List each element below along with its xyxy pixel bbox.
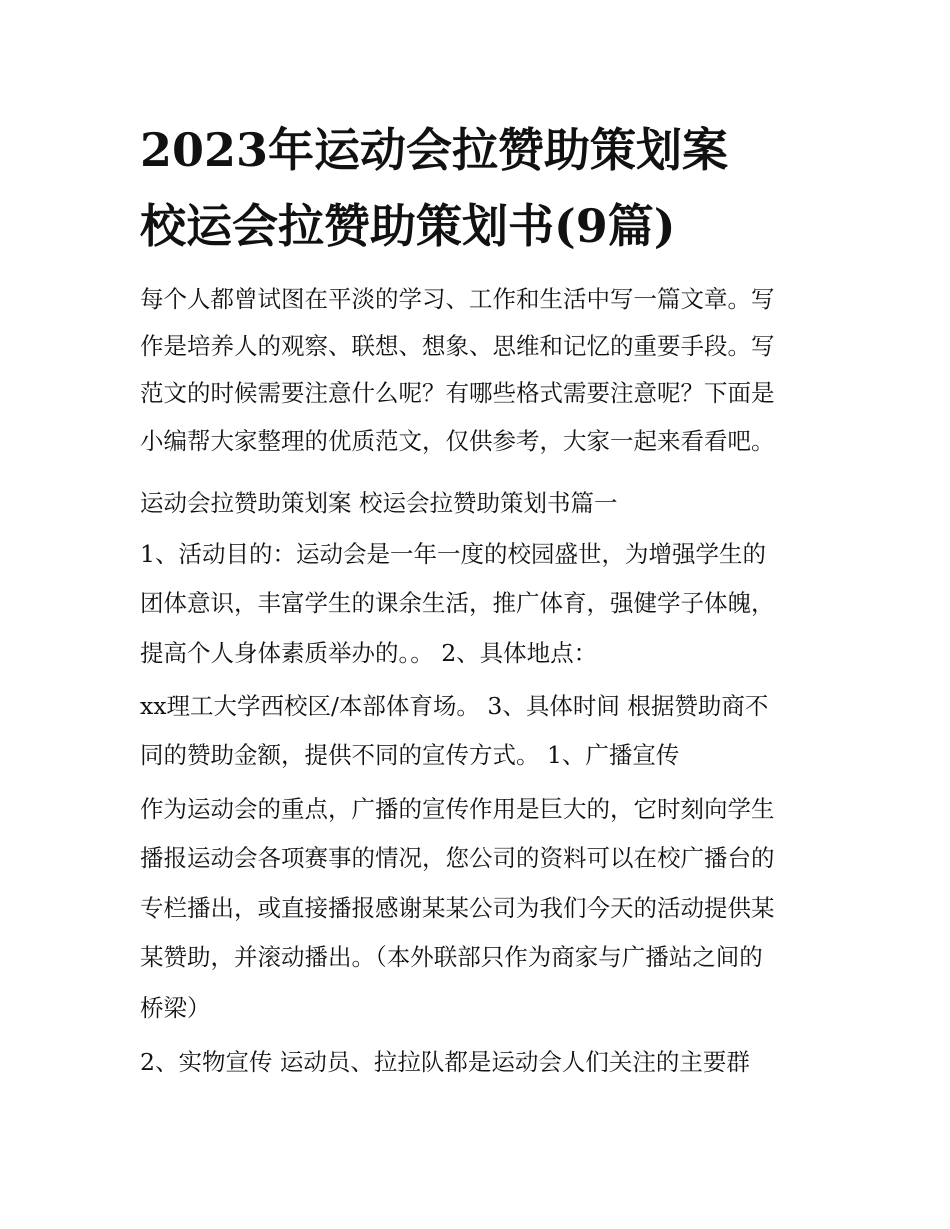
body-line: 团体意识，丰富学生的课余生活，推广体育，强健学子体魄， — [140, 589, 775, 617]
body-line: 2、实物宣传 运动员、拉拉队都是运动会人们关注的主要群 — [140, 1048, 750, 1076]
body-line: 小编帮大家整理的优质范文，仅供参考，大家一起来看看吧。 — [140, 427, 775, 455]
body-line: 某赞助，并滚动播出。（本外联部只作为商家与广播站之间的 — [140, 943, 763, 971]
section-heading: 运动会拉赞助策划案 校运会拉赞助策划书篇一 — [140, 489, 618, 517]
document-title-line-2: 校运会拉赞助策划书(9篇) — [140, 199, 676, 253]
body-line: 播报运动会各项赛事的情况，您公司的资料可以在校广播台的 — [140, 844, 775, 872]
body-line: 每个人都曾试图在平淡的学习、工作和生活中写一篇文章。写 — [140, 285, 775, 313]
document-title-line-1: 2023年运动会拉赞助策划案 — [140, 123, 729, 177]
body-line: 提高个人身体素质举办的。。 2、具体地点： — [140, 639, 598, 667]
body-line: 专栏播出，或直接播报感谢某某公司为我们今天的活动提供某 — [140, 894, 775, 922]
body-line: 范文的时候需要注意什么呢？有哪些格式需要注意呢？下面是 — [140, 379, 775, 407]
body-line: xx理工大学西校区/本部体育场。 3、具体时间 根据赞助商不 — [140, 692, 769, 720]
body-line: 桥梁） — [140, 994, 211, 1022]
body-line: 作是培养人的观察、联想、想象、思维和记忆的重要手段。写 — [140, 332, 775, 360]
body-line: 同的赞助金额，提供不同的宣传方式。 1、广播宣传 — [140, 741, 680, 769]
body-line: 作为运动会的重点，广播的宣传作用是巨大的，它时刻向学生 — [140, 795, 775, 823]
body-line: 1、活动目的：运动会是一年一度的校园盛世，为增强学生的 — [140, 540, 766, 568]
